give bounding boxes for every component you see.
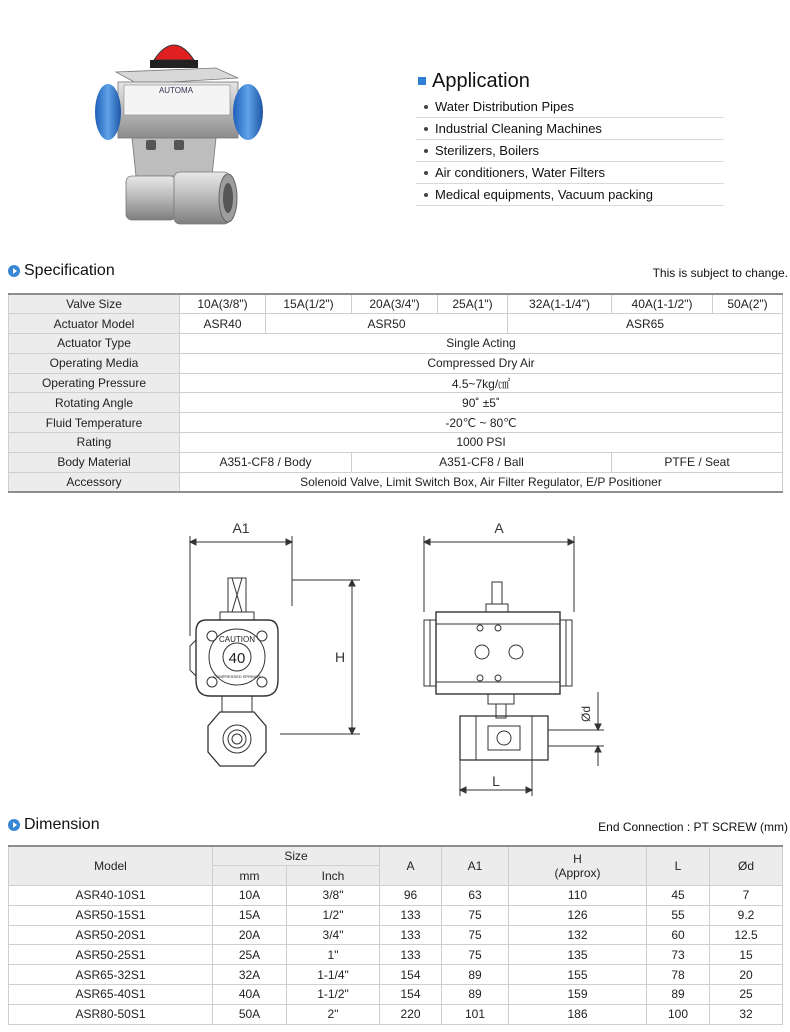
dimension-title: Dimension [24, 816, 100, 833]
table-cell: -20℃ ~ 80℃ [180, 413, 783, 433]
col-header-size: Size [213, 846, 380, 866]
table-row: ASR50-20S1 20A 3/4" 133 75 132 60 12.5 [9, 925, 783, 945]
row-label: Rotating Angle [9, 393, 180, 413]
bullet-icon [424, 127, 428, 131]
front-view-drawing [400, 516, 610, 796]
bullet-icon [424, 105, 428, 109]
col-header-model: Model [9, 846, 213, 886]
specification-header [8, 262, 788, 280]
table-cell: Compressed Dry Air [180, 353, 783, 373]
table-row [9, 452, 783, 472]
table-cell: 4.5~7kg/㎠ [180, 373, 783, 393]
table-row [9, 314, 783, 334]
table-cell: A351-CF8 / Ball [352, 452, 612, 472]
table-row: ASR50-15S1 15A 1/2" 133 75 126 55 9.2 [9, 905, 783, 925]
row-label: Valve Size [9, 294, 180, 314]
row-label: Actuator Model [9, 314, 180, 334]
application-title: Application [432, 69, 530, 92]
table-row [9, 353, 783, 373]
col-header-a: A [380, 846, 442, 886]
table-row [9, 373, 783, 393]
dimension-header [8, 816, 788, 834]
list-item: Air conditioners, Water Filters [416, 162, 724, 184]
table-row [9, 393, 783, 413]
row-label: Operating Media [9, 353, 180, 373]
table-row [9, 472, 783, 492]
brand-text: AUTOMA [158, 86, 194, 95]
list-item: Industrial Cleaning Machines [416, 118, 724, 140]
dimension-table [8, 845, 783, 1025]
side-view-drawing [180, 516, 370, 792]
table-row [9, 433, 783, 453]
table-cell: 32A(1-1/4") [508, 294, 612, 314]
arrow-circle-icon [8, 265, 20, 277]
table-cell: 40A(1-1/2") [612, 294, 713, 314]
table-row: ASR80-50S1 50A 2" 220 101 186 100 32 [9, 1004, 783, 1024]
arrow-circle-icon [8, 819, 20, 831]
table-row: ASR65-32S1 32A 1-1/4" 154 89 155 78 20 [9, 965, 783, 985]
table-cell: A351-CF8 / Body [180, 452, 352, 472]
list-item: Water Distribution Pipes [416, 96, 724, 118]
application-heading [418, 68, 724, 94]
table-row: ASR40-10S1 10A 3/8" 96 63 110 45 7 [9, 886, 783, 906]
dimension-note: End Connection : PT SCREW (mm) [598, 820, 788, 834]
table-cell: Single Acting [180, 334, 783, 354]
row-label: Rating [9, 433, 180, 453]
table-cell: Solenoid Valve, Limit Switch Box, Air Filter Regulator, E/P Positioner [180, 472, 783, 492]
specification-title: Specification [24, 262, 115, 279]
col-header-h: H (Approx) [509, 846, 647, 886]
table-cell: 1000 PSI [180, 433, 783, 453]
col-header-inch: Inch [287, 866, 380, 886]
caution-text: CAUTION [219, 635, 255, 644]
table-header-row [9, 846, 783, 866]
list-item: Medical equipments, Vacuum packing [416, 184, 724, 206]
table-cell: 10A(3/8") [180, 294, 266, 314]
square-bullet-icon [418, 77, 426, 85]
row-label: Accessory [9, 472, 180, 492]
col-header-d: Ød [710, 846, 783, 886]
dim-label-l: L [492, 773, 500, 789]
dim-label-a1: A1 [232, 520, 250, 536]
col-header-a1: A1 [442, 846, 509, 886]
table-cell: ASR50 [266, 314, 508, 334]
table-cell: ASR40 [180, 314, 266, 334]
table-cell: 15A(1/2") [266, 294, 352, 314]
list-item: Sterilizers, Boilers [416, 140, 724, 162]
application-section [416, 68, 724, 206]
table-row [9, 294, 783, 314]
table-row [9, 413, 783, 433]
table-cell: 90˚ ±5˚ [180, 393, 783, 413]
table-cell: ASR65 [508, 314, 783, 334]
dim-label-d: Ød [579, 705, 593, 723]
table-row: ASR50-25S1 25A 1" 133 75 135 73 15 [9, 945, 783, 965]
application-list [416, 96, 724, 206]
springs-text: COMPRESSED SPRINGS [213, 674, 261, 679]
row-label: Fluid Temperature [9, 413, 180, 433]
table-cell: 25A(1") [438, 294, 508, 314]
table-row: ASR65-40S1 40A 1-1/2" 154 89 159 89 25 [9, 985, 783, 1005]
table-row [9, 334, 783, 354]
specification-note: This is subject to change. [652, 266, 788, 280]
col-header-l: L [647, 846, 710, 886]
col-header-mm: mm [213, 866, 287, 886]
bullet-icon [424, 149, 428, 153]
model-number-text: 40 [228, 650, 246, 667]
row-label: Operating Pressure [9, 373, 180, 393]
table-cell: 50A(2") [713, 294, 783, 314]
dim-label-h: H [334, 649, 346, 665]
bullet-icon [424, 171, 428, 175]
dim-label-a: A [494, 520, 504, 536]
table-cell: PTFE / Seat [612, 452, 783, 472]
table-cell: 20A(3/4") [352, 294, 438, 314]
product-photo [88, 30, 288, 230]
row-label: Body Material [9, 452, 180, 472]
specification-table [8, 293, 783, 493]
row-label: Actuator Type [9, 334, 180, 354]
bullet-icon [424, 193, 428, 197]
